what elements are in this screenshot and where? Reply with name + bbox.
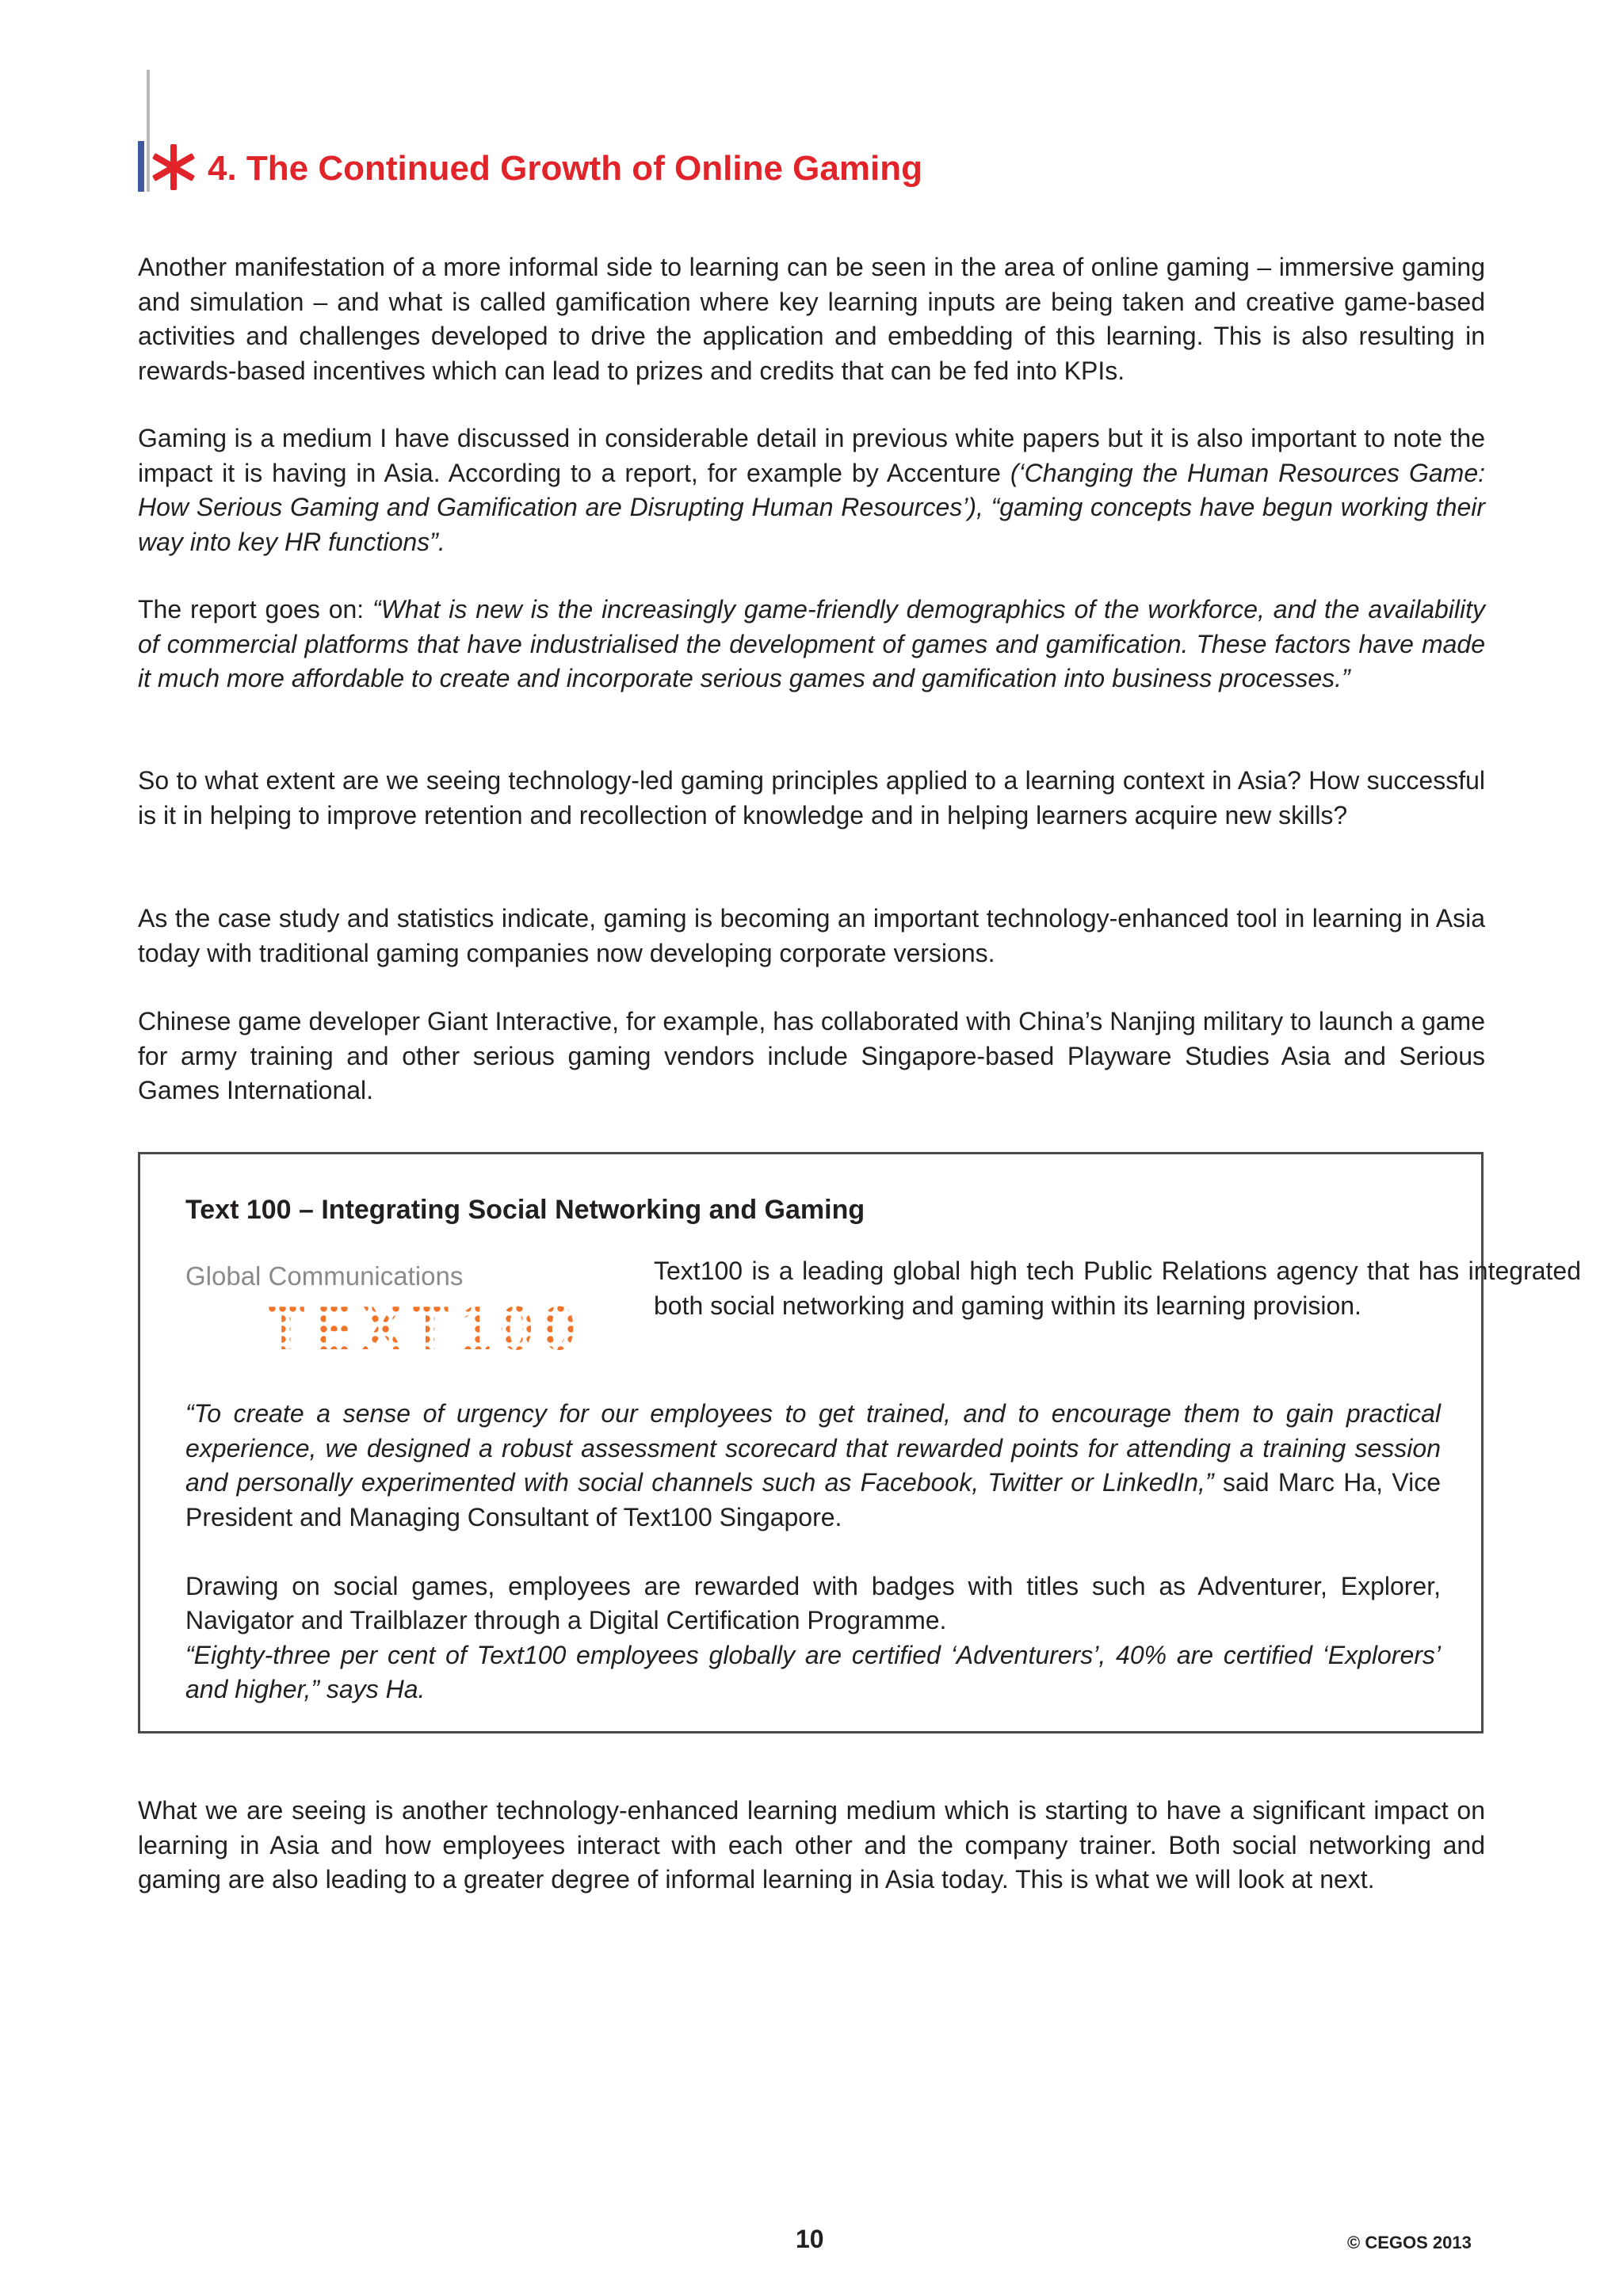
logo-tagline: Global Communications: [185, 1261, 464, 1291]
case-study-box: [138, 1152, 1581, 1733]
header-divider-line: [147, 70, 150, 192]
case-study-quote-1: [185, 1397, 1441, 1535]
paragraph-6: Chinese game developer Giant Interactive, for example, has collaborated with China’s Nanjing military to launch a game for army training and other serious gaming vendors include Singapore-based Playware Studies Asia and Serious Games International.: [138, 1007, 1485, 1104]
logo-wordmark: TEXT100: [267, 1303, 584, 1354]
paragraph-2: [138, 421, 1485, 559]
case-study-body: [185, 1397, 1441, 1707]
paragraph-5: As the case study and statistics indicate, gaming is becoming an important technology-enhanced tool in learning in Asia today with traditional gaming companies now developing corporate versions.: [138, 904, 1485, 967]
paragraph-4: So to what extent are we seeing technology-led gaming principles applied to a learning context in Asia? How successful is it in helping to improve retention and recollection of knowledge and in helping learners acquire new skills?: [138, 766, 1485, 830]
paragraph-3-text: The report goes on:: [138, 595, 373, 624]
paragraph-3: [138, 593, 1485, 696]
page-number: 10: [796, 2225, 824, 2253]
header-blue-bar: [138, 141, 144, 192]
paragraph-3-italic: “What is new is the increasingly game-friendly demographics of the workforce, and the availability of commercial platforms that have industrialised the development of games and gamification. These factors have made it much more affordable to create and incorporate serious games and gamification into business processes.”: [138, 595, 1486, 692]
cegos-asterisk-icon: [151, 143, 197, 192]
case-study-intro: Text100 is a leading global high tech Public Relations agency that has integrated both social networking and gaming within its learning provision.: [654, 1257, 1581, 1320]
case-study-quote-2: [185, 1638, 1441, 1707]
paragraph-2-italic: (‘Changing the Human Resources Game: How Serious Gaming and Gamification are Disrupting Human Resources’), “gaming concepts have begun working their way into key HR functions”.: [138, 458, 1486, 556]
paragraph-1: Another manifestation of a more informal side to learning can be seen in the area of online gaming – immersive gaming and simulation – and what is called gamification where key learning inputs are being taken and creative game-based activities and challenges developed to drive the application and embedding of this learning. This is also resulting in rewards-based incentives which can lead to prizes and credits that can be fed into KPIs.: [138, 253, 1485, 385]
case-study-title: Text 100 – Integrating Social Networking and Gaming: [185, 1195, 865, 1225]
section-heading: 4. The Continued Growth of Online Gaming: [208, 149, 922, 188]
paragraph-7: What we are seeing is another technology-enhanced learning medium which is starting to have a significant impact on learning in Asia and how employees interact with each other and the company trainer. Both social networking and gaming are also leading to a greater degree of informal learning in Asia today. This is what we will look at next.: [138, 1796, 1485, 1894]
quote-1-italic: “To create a sense of urgency for our employees to get trained, and to encourage them to gain practical experience, we designed a robust assessment scorecard that rewarded points for attending a training session and personally experimented with social channels such as Facebook, Twitter or LinkedIn,”: [185, 1399, 1441, 1497]
text100-logo: [267, 1303, 632, 1354]
copyright: © CEGOS 2013: [1347, 2233, 1472, 2252]
case-study-para-2: Drawing on social games, employees are rewarded with badges with titles such as Adventurer, Explorer, Navigator and Trailblazer through a Digital Certification Programme.: [185, 1571, 1441, 1634]
quote-2-italic: “Eighty-three per cent of Text100 employees globally are certified ‘Adventurers’, 40% are certified ‘Explorers’ and higher,” says Ha.: [185, 1640, 1441, 1703]
quote-1-attribution: said Marc Ha, Vice President and Managing Consultant of Text100 Singapore.: [185, 1468, 1442, 1531]
paragraph-2-text: Gaming is a medium I have discussed in considerable detail in previous white papers but it is also important to note the impact it is having in Asia. According to a report, for example by Accenture: [138, 424, 1485, 487]
